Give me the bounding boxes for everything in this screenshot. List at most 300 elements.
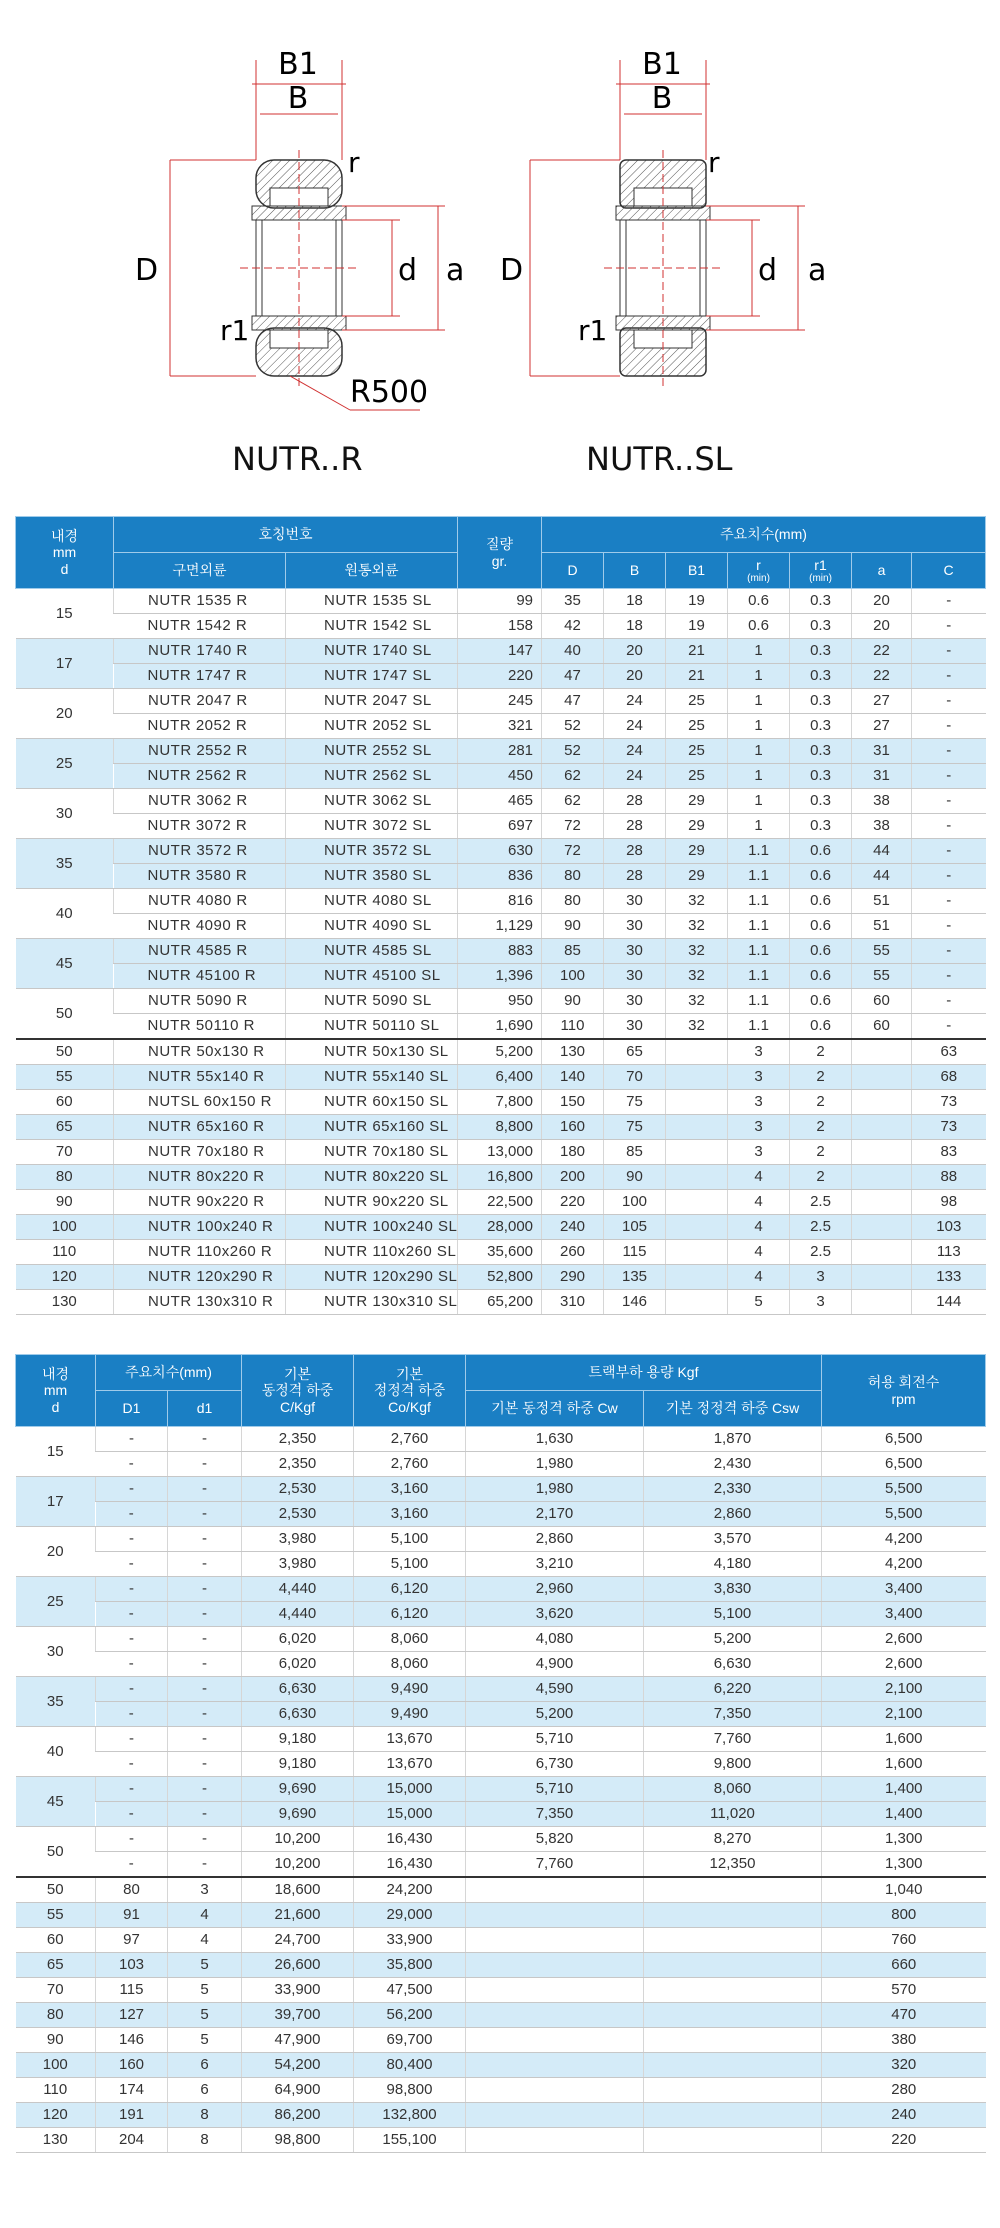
table-cell: 13,000 [458, 1140, 542, 1165]
table-cell: 127 [96, 2003, 168, 2028]
table-cell: 85 [542, 939, 604, 964]
table-cell: 3,210 [466, 1552, 644, 1577]
table-cell: 28 [604, 839, 666, 864]
table-cell: 17 [16, 639, 114, 689]
table-cell: 2,100 [822, 1677, 986, 1702]
table-row [16, 889, 986, 914]
table-cell: 1 [728, 814, 790, 839]
table-cell: 47 [542, 664, 604, 689]
table-cell: 70 [16, 1978, 96, 2003]
table-cell: 113 [912, 1240, 986, 1265]
table-cell: 4,200 [822, 1552, 986, 1577]
table-cell: 4 [728, 1265, 790, 1290]
table-cell: 3 [168, 1877, 242, 1903]
table-cell: 30 [604, 914, 666, 939]
table-cell: 22 [852, 639, 912, 664]
table-cell: - [912, 1014, 986, 1040]
table-cell: 0.6 [790, 914, 852, 939]
table-cell: NUTR 120x290 SL [286, 1265, 458, 1290]
table-cell: 80 [542, 889, 604, 914]
table-row [16, 839, 986, 864]
table-cell: 6,500 [822, 1427, 986, 1452]
table-cell: - [912, 764, 986, 789]
table-cell: NUTR 5090 SL [286, 989, 458, 1014]
table-cell: 0.6 [728, 589, 790, 614]
table-cell: 950 [458, 989, 542, 1014]
table-cell: 204 [96, 2128, 168, 2153]
table-cell: - [912, 839, 986, 864]
table-cell: 25 [666, 764, 728, 789]
table-cell: 6,730 [466, 1752, 644, 1777]
table-cell: 42 [542, 614, 604, 639]
table-cell: 60 [852, 989, 912, 1014]
table-cell: 6 [168, 2078, 242, 2103]
table-cell: 25 [16, 739, 114, 789]
table-cell: NUTR 65x160 SL [286, 1115, 458, 1140]
table-cell: 8,270 [644, 1827, 822, 1852]
table-cell: 30 [16, 1627, 96, 1677]
table-cell: 12,350 [644, 1852, 822, 1878]
dimension-table-body [16, 589, 986, 1315]
table-cell: - [168, 1777, 242, 1802]
table-cell: 24 [604, 764, 666, 789]
table-cell: 65 [16, 1115, 114, 1140]
table-cell: 450 [458, 764, 542, 789]
table-cell: 5 [168, 1953, 242, 1978]
table-cell: 100 [16, 1215, 114, 1240]
table-cell: 47 [542, 689, 604, 714]
table-cell: 2.5 [790, 1215, 852, 1240]
table-cell: 28 [604, 864, 666, 889]
table-cell: 99 [458, 589, 542, 614]
left-label-b: B [287, 81, 309, 116]
table-cell: 180 [542, 1140, 604, 1165]
table-cell: 1 [728, 764, 790, 789]
table-cell: 50 [16, 1039, 114, 1065]
table-cell: 836 [458, 864, 542, 889]
table-cell: 20 [852, 614, 912, 639]
table-row [16, 814, 986, 839]
left-label-d: d [398, 253, 418, 288]
table-cell: 69,700 [354, 2028, 466, 2053]
table-cell: 13,670 [354, 1727, 466, 1752]
table-cell: 2,760 [354, 1427, 466, 1452]
table-cell: 6,630 [242, 1677, 354, 1702]
table-cell: 28,000 [458, 1215, 542, 1240]
table-cell: - [912, 964, 986, 989]
table-cell: 24,700 [242, 1928, 354, 1953]
table-cell: 32 [666, 939, 728, 964]
table-row [16, 1877, 986, 1903]
table-cell: NUTR 60x150 SL [286, 1090, 458, 1115]
table-cell: NUTR 2552 R [114, 739, 286, 764]
table-cell: 20 [604, 664, 666, 689]
header-B1: B1 [666, 553, 728, 589]
table-cell: NUTR 50x130 R [114, 1039, 286, 1065]
table-cell: 98,800 [354, 2078, 466, 2103]
table-cell: 50 [16, 1827, 96, 1878]
table-cell: NUTR 4585 SL [286, 939, 458, 964]
table-cell: NUTR 1542 SL [286, 614, 458, 639]
table-cell: NUTR 50x130 SL [286, 1039, 458, 1065]
table-cell: - [96, 1802, 168, 1827]
table-cell: NUTR 2552 SL [286, 739, 458, 764]
table-row [16, 1240, 986, 1265]
table-cell: 68 [912, 1065, 986, 1090]
table-cell: 2,330 [644, 1477, 822, 1502]
table-cell: 56,200 [354, 2003, 466, 2028]
table-cell: 4,180 [644, 1552, 822, 1577]
header-mass: 질량 gr. [458, 517, 542, 589]
table-cell: 470 [822, 2003, 986, 2028]
table-cell: 90 [16, 2028, 96, 2053]
table-cell: 240 [822, 2103, 986, 2128]
table-cell: 0.6 [790, 889, 852, 914]
table-cell: - [168, 1752, 242, 1777]
table-cell: 47,900 [242, 2028, 354, 2053]
table-row [16, 589, 986, 614]
table-cell: 160 [542, 1115, 604, 1140]
table-cell [466, 2053, 644, 2078]
table-row [16, 914, 986, 939]
table-cell [466, 2003, 644, 2028]
table-cell: 0.3 [790, 739, 852, 764]
table-cell: 2 [790, 1140, 852, 1165]
table-cell: 2 [790, 1065, 852, 1090]
table-cell: 1,396 [458, 964, 542, 989]
table-cell [666, 1215, 728, 1240]
table-cell: 28 [604, 814, 666, 839]
table-cell: 25 [16, 1577, 96, 1627]
table-row [16, 714, 986, 739]
table-cell: 80 [542, 864, 604, 889]
table-cell: - [96, 1827, 168, 1852]
table-cell: 570 [822, 1978, 986, 2003]
table-cell: 20 [852, 589, 912, 614]
table-cell: NUTR 4090 SL [286, 914, 458, 939]
table-cell: NUTR 1740 R [114, 639, 286, 664]
table-cell: 220 [822, 2128, 986, 2153]
table-cell: 19 [666, 614, 728, 639]
table-cell: NUTR 70x180 R [114, 1140, 286, 1165]
table-cell: 9,690 [242, 1777, 354, 1802]
table-cell: 50 [16, 1877, 96, 1903]
header2-dims: 주요치수(mm) [96, 1355, 242, 1391]
table-cell: 64,900 [242, 2078, 354, 2103]
table-cell: 21 [666, 664, 728, 689]
table-cell: 1.1 [728, 964, 790, 989]
table-cell: 0.3 [790, 689, 852, 714]
header-flat-outer: 구면외륜 [114, 553, 286, 589]
table-row [16, 1477, 986, 1502]
table-cell [644, 2028, 822, 2053]
table-cell: 5 [168, 2028, 242, 2053]
table-cell: 47,500 [354, 1978, 466, 2003]
table-cell: 191 [96, 2103, 168, 2128]
table-cell: 55 [852, 964, 912, 989]
table-cell [666, 1240, 728, 1265]
table-row [16, 1065, 986, 1090]
bearing-drawing-svg [0, 0, 1000, 500]
table-cell: 2,600 [822, 1627, 986, 1652]
table-cell: 6,630 [644, 1652, 822, 1677]
table-cell: 13,670 [354, 1752, 466, 1777]
table-cell: 32 [666, 989, 728, 1014]
table-row [16, 2078, 986, 2103]
table-cell: 100 [604, 1190, 666, 1215]
table-row [16, 1427, 986, 1452]
table-cell: 29 [666, 814, 728, 839]
table-cell: - [912, 639, 986, 664]
table-cell: 320 [822, 2053, 986, 2078]
table-cell: 245 [458, 689, 542, 714]
right-label-d: d [758, 253, 778, 288]
table-row [16, 1752, 986, 1777]
header-C: C [912, 553, 986, 589]
table-cell: 55 [16, 1903, 96, 1928]
table-cell: 321 [458, 714, 542, 739]
table-cell: 135 [604, 1265, 666, 1290]
table-cell: 65,200 [458, 1290, 542, 1315]
table-cell: 1.1 [728, 914, 790, 939]
table-cell: - [168, 1577, 242, 1602]
table-row [16, 1452, 986, 1477]
table-row [16, 1190, 986, 1215]
table-cell: 65 [604, 1039, 666, 1065]
table-cell: 15,000 [354, 1777, 466, 1802]
table-cell [852, 1140, 912, 1165]
table-cell: 290 [542, 1265, 604, 1290]
table-cell: 4 [728, 1165, 790, 1190]
table-cell: 15 [16, 1427, 96, 1477]
table-cell: 0.6 [790, 864, 852, 889]
table-cell: 8,060 [354, 1652, 466, 1677]
table-cell: - [96, 1477, 168, 1502]
table-cell [852, 1039, 912, 1065]
table-cell: 155,100 [354, 2128, 466, 2153]
table-cell: 6,020 [242, 1627, 354, 1652]
table-cell: - [912, 914, 986, 939]
table-cell: 2,600 [822, 1652, 986, 1677]
table-cell: - [912, 739, 986, 764]
header2-cw: 기본 동정격 하중 Cw [466, 1391, 644, 1427]
table-cell: 1,300 [822, 1852, 986, 1878]
table-cell: 29 [666, 789, 728, 814]
table-cell [644, 2003, 822, 2028]
table-row [16, 1727, 986, 1752]
left-label-radius: R500 [350, 375, 429, 410]
table-cell: 15 [16, 589, 114, 639]
table-cell: 100 [542, 964, 604, 989]
table-cell: 15,000 [354, 1802, 466, 1827]
table-cell: - [168, 1602, 242, 1627]
table-cell: NUTR 55x140 SL [286, 1065, 458, 1090]
table-cell: 3,400 [822, 1577, 986, 1602]
table-cell: 2,960 [466, 1577, 644, 1602]
table-cell: 800 [822, 1903, 986, 1928]
table-cell: 120 [16, 1265, 114, 1290]
table-cell: 2 [790, 1165, 852, 1190]
header-B: B [604, 553, 666, 589]
table-cell [666, 1090, 728, 1115]
table-cell: 18,600 [242, 1877, 354, 1903]
table-cell [644, 1877, 822, 1903]
table-cell: 85 [604, 1140, 666, 1165]
table-cell [666, 1065, 728, 1090]
table-cell: 72 [542, 814, 604, 839]
table-cell: 130 [16, 2128, 96, 2153]
table-cell: 660 [822, 1953, 986, 1978]
table-cell: - [96, 1752, 168, 1777]
table-cell: 52 [542, 739, 604, 764]
right-label-b: B [651, 81, 673, 116]
table-cell: 2 [790, 1090, 852, 1115]
table-cell: 16,430 [354, 1827, 466, 1852]
table-cell: 115 [96, 1978, 168, 2003]
table-cell: NUTR 2562 R [114, 764, 286, 789]
table-row [16, 939, 986, 964]
table-cell: 174 [96, 2078, 168, 2103]
table-cell: 3,400 [822, 1602, 986, 1627]
table-cell [466, 1877, 644, 1903]
table-cell: 630 [458, 839, 542, 864]
table-cell: 1,690 [458, 1014, 542, 1040]
table-cell: 0.3 [790, 789, 852, 814]
table-cell: - [912, 814, 986, 839]
table-cell: - [168, 1427, 242, 1452]
table-cell: 220 [458, 664, 542, 689]
load-rating-table-body [16, 1427, 986, 2153]
table-cell: 3,160 [354, 1477, 466, 1502]
table-cell: - [168, 1552, 242, 1577]
table-cell: NUTR 130x310 SL [286, 1290, 458, 1315]
table-cell: - [96, 1852, 168, 1878]
table-row [16, 1652, 986, 1677]
table-cell: 5 [168, 2003, 242, 2028]
table-cell: - [168, 1452, 242, 1477]
table-cell: - [168, 1677, 242, 1702]
header2-bore: 내경 mm d [16, 1355, 96, 1427]
table-cell: NUTR 3580 SL [286, 864, 458, 889]
table-cell: 90 [16, 1190, 114, 1215]
table-cell: NUTR 80x220 R [114, 1165, 286, 1190]
table-cell: NUTR 5090 R [114, 989, 286, 1014]
table-row [16, 1527, 986, 1552]
table-cell: 35 [542, 589, 604, 614]
table-cell: 54,200 [242, 2053, 354, 2078]
table-cell: 60 [852, 1014, 912, 1040]
table-cell: 9,180 [242, 1727, 354, 1752]
table-cell: - [96, 1502, 168, 1527]
table-cell: NUTR 3580 R [114, 864, 286, 889]
table-cell: 110 [542, 1014, 604, 1040]
table-cell: 146 [604, 1290, 666, 1315]
table-cell: 80 [96, 1877, 168, 1903]
table-cell: 6 [168, 2053, 242, 2078]
table-cell: 5 [168, 1978, 242, 2003]
table-cell: 0.6 [728, 614, 790, 639]
table-cell: 147 [458, 639, 542, 664]
table-cell: NUTR 55x140 R [114, 1065, 286, 1090]
table-cell: 33,900 [242, 1978, 354, 2003]
table-cell: NUTR 2047 SL [286, 689, 458, 714]
table-cell: NUTR 110x260 R [114, 1240, 286, 1265]
table-cell: NUTR 110x260 SL [286, 1240, 458, 1265]
table-row [16, 1014, 986, 1040]
table-cell: 73 [912, 1115, 986, 1140]
table-cell: NUTSL 60x150 R [114, 1090, 286, 1115]
right-label-a: a [808, 253, 827, 288]
table-cell: 25 [666, 739, 728, 764]
table-cell: 10,200 [242, 1827, 354, 1852]
table-cell: 5,100 [644, 1602, 822, 1627]
table-cell: 115 [604, 1240, 666, 1265]
table-cell: 5,820 [466, 1827, 644, 1852]
table-cell: 130 [16, 1290, 114, 1315]
table-cell: 2.5 [790, 1190, 852, 1215]
table-cell: 44 [852, 864, 912, 889]
load-rating-table [15, 1354, 986, 2153]
table-cell: 60 [16, 1928, 96, 1953]
table-cell: 6,120 [354, 1602, 466, 1627]
table-cell: NUTR 3572 SL [286, 839, 458, 864]
table-cell: 30 [604, 989, 666, 1014]
left-label-D: D [135, 253, 159, 288]
table-cell: 35,600 [458, 1240, 542, 1265]
table-cell: 1 [728, 639, 790, 664]
table-cell: NUTR 90x220 R [114, 1190, 286, 1215]
table-row [16, 1290, 986, 1315]
table-cell: 100 [16, 2053, 96, 2078]
table-cell: NUTR 100x240 R [114, 1215, 286, 1240]
bearing-diagrams [0, 0, 1000, 500]
table-cell: NUTR 50110 SL [286, 1014, 458, 1040]
table-cell: 2,760 [354, 1452, 466, 1477]
table-cell [852, 1065, 912, 1090]
model-label-r: NUTR..R [232, 440, 363, 478]
table-cell [852, 1115, 912, 1140]
header2-track: 트랙부하 용량 Kgf [466, 1355, 822, 1391]
table-cell [644, 1978, 822, 2003]
table-cell: 3,980 [242, 1527, 354, 1552]
table-cell [644, 2103, 822, 2128]
table-cell: 130 [542, 1039, 604, 1065]
table-cell: 158 [458, 614, 542, 639]
table-cell: NUTR 3062 SL [286, 789, 458, 814]
table-cell: 4 [728, 1240, 790, 1265]
table-cell: 24 [604, 739, 666, 764]
table-row [16, 1852, 986, 1878]
table-cell: 133 [912, 1265, 986, 1290]
table-cell: 40 [542, 639, 604, 664]
table-cell: 6,400 [458, 1065, 542, 1090]
table-cell: - [912, 689, 986, 714]
table-cell: NUTR 100x240 SL [286, 1215, 458, 1240]
table-cell: 0.6 [790, 939, 852, 964]
table-cell: 103 [912, 1215, 986, 1240]
table-cell: NUTR 1535 SL [286, 589, 458, 614]
table-cell: 51 [852, 889, 912, 914]
table-row [16, 2003, 986, 2028]
table-cell: 24 [604, 689, 666, 714]
table-row [16, 689, 986, 714]
table-cell: - [96, 1602, 168, 1627]
table-cell: 31 [852, 764, 912, 789]
table-cell: 51 [852, 914, 912, 939]
table-cell: 5,200 [466, 1702, 644, 1727]
table-row [16, 1090, 986, 1115]
table-cell: 0.6 [790, 989, 852, 1014]
